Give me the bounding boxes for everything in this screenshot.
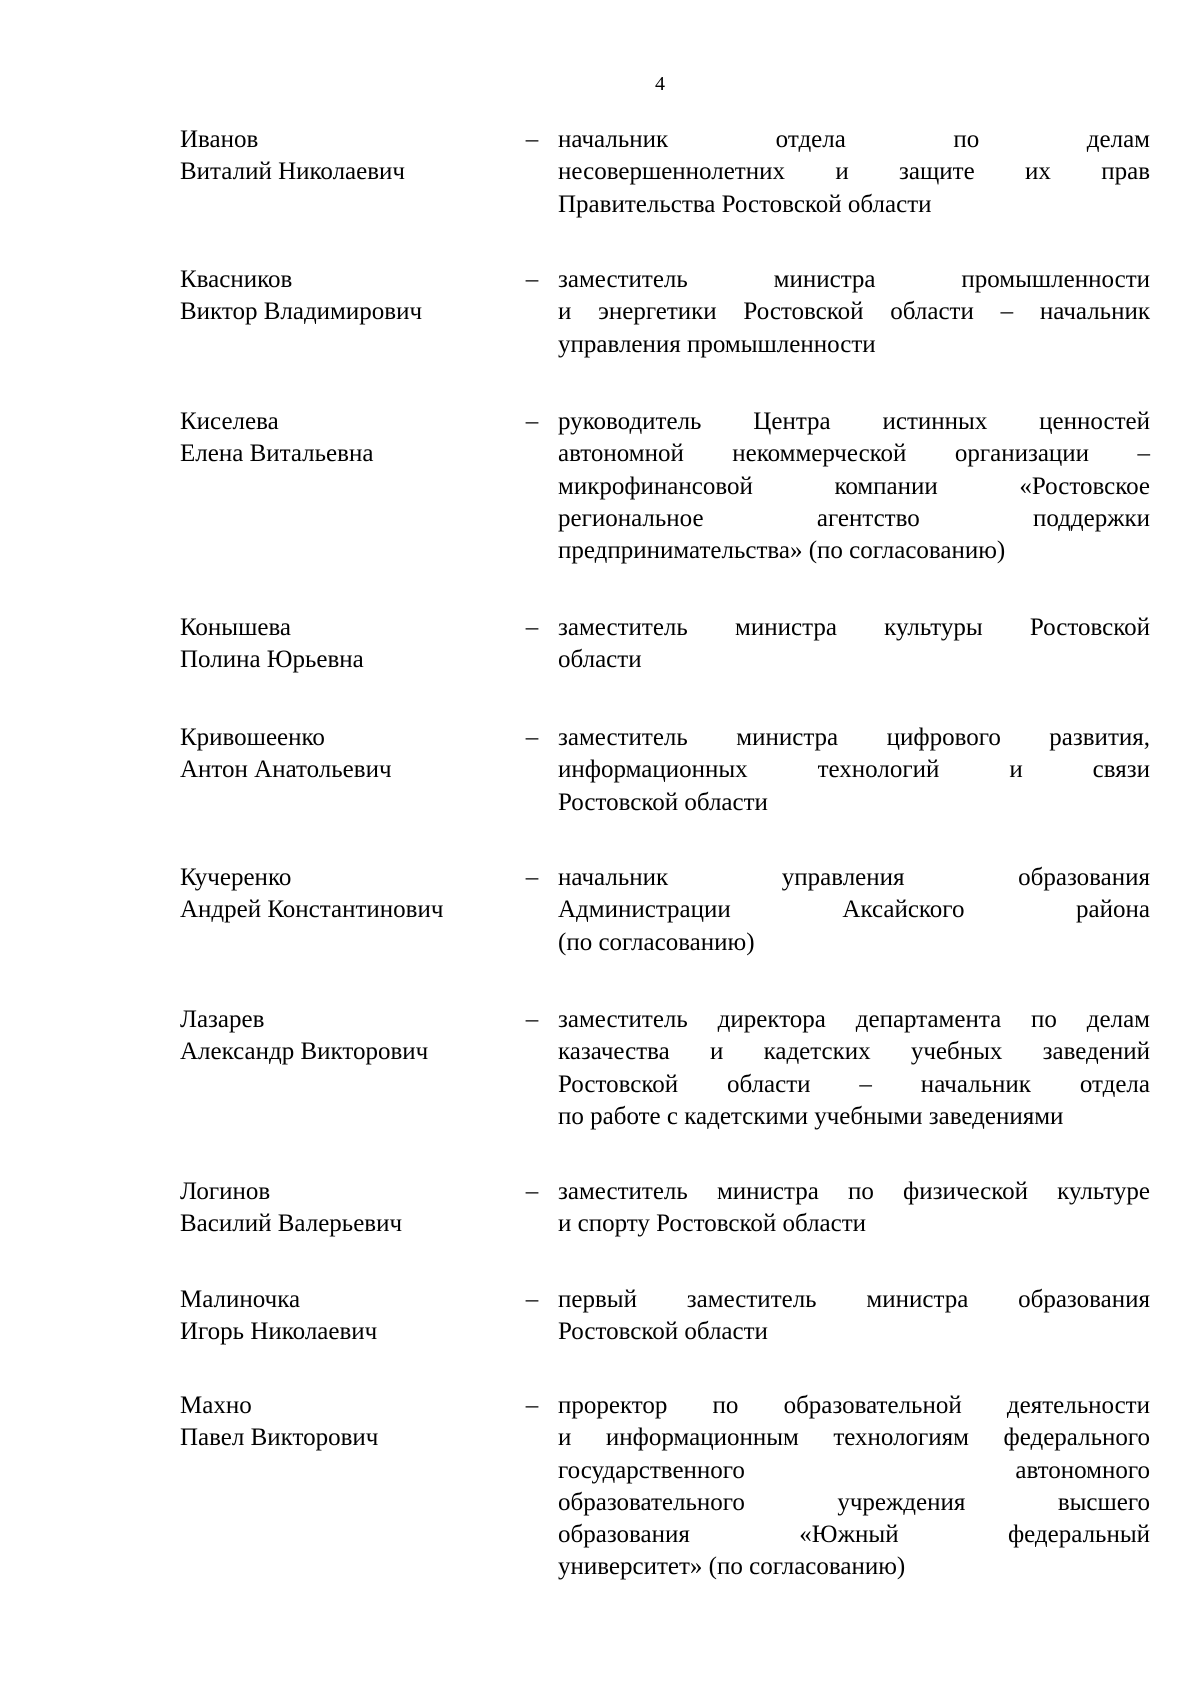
member-position xyxy=(558,264,1150,361)
position-line: и информационным технологиям федерального xyxy=(558,1424,1150,1452)
position-line: руководитель Центра истинных ценностей xyxy=(558,408,1150,435)
member-name xyxy=(180,1176,510,1241)
separator-dash: – xyxy=(525,614,539,641)
separator-dash: – xyxy=(525,864,539,891)
position-line: образования «Южный федеральный xyxy=(558,1521,1150,1549)
position-line: государственного автономного xyxy=(558,1456,1150,1484)
position-line: заместитель министра по физической культуре xyxy=(558,1178,1150,1205)
member-name xyxy=(180,862,510,927)
member-position xyxy=(558,1004,1150,1133)
member-surname: Квасников xyxy=(180,266,293,293)
position-line: начальник отдела по делам xyxy=(558,126,1150,153)
separator-dash: – xyxy=(525,126,539,153)
member-name xyxy=(180,1004,510,1069)
member-given-names: Андрей Константинович xyxy=(180,896,444,924)
position-line: Ростовской области xyxy=(558,1318,768,1346)
member-given-names: Елена Витальевна xyxy=(180,440,374,468)
member-name xyxy=(180,1390,510,1455)
position-line: заместитель министра цифрового развития, xyxy=(558,724,1150,751)
position-line: (по согласованию) xyxy=(558,928,755,956)
member-name xyxy=(180,1284,510,1349)
separator-dash: – xyxy=(525,266,539,293)
position-line: Ростовской области xyxy=(558,788,768,816)
position-line: и спорту Ростовской области xyxy=(558,1210,867,1238)
separator-dash: – xyxy=(525,1178,539,1205)
member-surname: Логинов xyxy=(180,1178,271,1205)
member-position xyxy=(558,124,1150,221)
member-name xyxy=(180,406,510,471)
member-surname: Иванов xyxy=(180,126,259,153)
member-position xyxy=(558,1284,1150,1349)
member-name xyxy=(180,722,510,787)
position-line: заместитель министра культуры Ростовской xyxy=(558,614,1150,641)
member-surname: Малиночка xyxy=(180,1286,301,1313)
separator-dash: – xyxy=(525,408,539,435)
separator-dash: – xyxy=(525,1392,539,1419)
position-line: управления промышленности xyxy=(558,330,876,358)
position-line: автономной некоммерческой организации – xyxy=(558,440,1150,468)
separator-dash: – xyxy=(525,1286,539,1313)
position-line: микрофинансовой компании «Ростовское xyxy=(558,472,1150,500)
position-line: образовательного учреждения высшего xyxy=(558,1488,1150,1516)
member-surname: Киселева xyxy=(180,408,279,435)
member-position xyxy=(558,722,1150,819)
position-line: Правительства Ростовской области xyxy=(558,190,932,218)
separator-dash: – xyxy=(525,724,539,751)
position-line: и энергетики Ростовской области – начальник xyxy=(558,298,1150,326)
position-line: заместитель министра промышленности xyxy=(558,266,1150,293)
member-name xyxy=(180,612,510,677)
position-line: области xyxy=(558,646,642,674)
position-line: университет» (по согласованию) xyxy=(558,1553,906,1581)
member-surname: Махно xyxy=(180,1392,252,1419)
member-given-names: Антон Анатольевич xyxy=(180,756,392,784)
separator-dash: – xyxy=(525,1006,539,1033)
member-given-names: Игорь Николаевич xyxy=(180,1318,378,1346)
member-given-names: Павел Викторович xyxy=(180,1424,379,1452)
position-line: казачества и кадетских учебных заведений xyxy=(558,1038,1150,1066)
position-line: информационных технологий и связи xyxy=(558,756,1150,784)
position-line: начальник управления образования xyxy=(558,864,1150,891)
member-surname: Кривошеенко xyxy=(180,724,325,751)
position-line: заместитель директора департамента по делам xyxy=(558,1006,1150,1033)
member-surname: Лазарев xyxy=(180,1006,265,1033)
member-given-names: Александр Викторович xyxy=(180,1038,429,1066)
member-surname: Конышева xyxy=(180,614,292,641)
member-position xyxy=(558,1390,1150,1584)
member-given-names: Виталий Николаевич xyxy=(180,158,405,186)
position-line: предпринимательства» (по согласованию) xyxy=(558,537,1006,565)
position-line: Ростовской области – начальник отдела xyxy=(558,1070,1150,1098)
member-position xyxy=(558,862,1150,959)
member-surname: Кучеренко xyxy=(180,864,292,891)
member-position xyxy=(558,1176,1150,1241)
position-line: региональное агентство поддержки xyxy=(558,504,1150,532)
position-line: Администрации Аксайского района xyxy=(558,896,1150,924)
member-position xyxy=(558,612,1150,677)
position-line: несовершеннолетних и защите их прав xyxy=(558,158,1150,186)
member-name xyxy=(180,124,510,189)
member-given-names: Василий Валерьевич xyxy=(180,1210,403,1238)
member-position xyxy=(558,406,1150,567)
member-name xyxy=(180,264,510,329)
member-given-names: Виктор Владимирович xyxy=(180,298,423,326)
position-line: по работе с кадетскими учебными заведениями xyxy=(558,1102,1064,1130)
position-line: проректор по образовательной деятельности xyxy=(558,1392,1150,1419)
page-number: 4 xyxy=(655,73,665,95)
member-given-names: Полина Юрьевна xyxy=(180,646,364,674)
position-line: первый заместитель министра образования xyxy=(558,1286,1150,1313)
